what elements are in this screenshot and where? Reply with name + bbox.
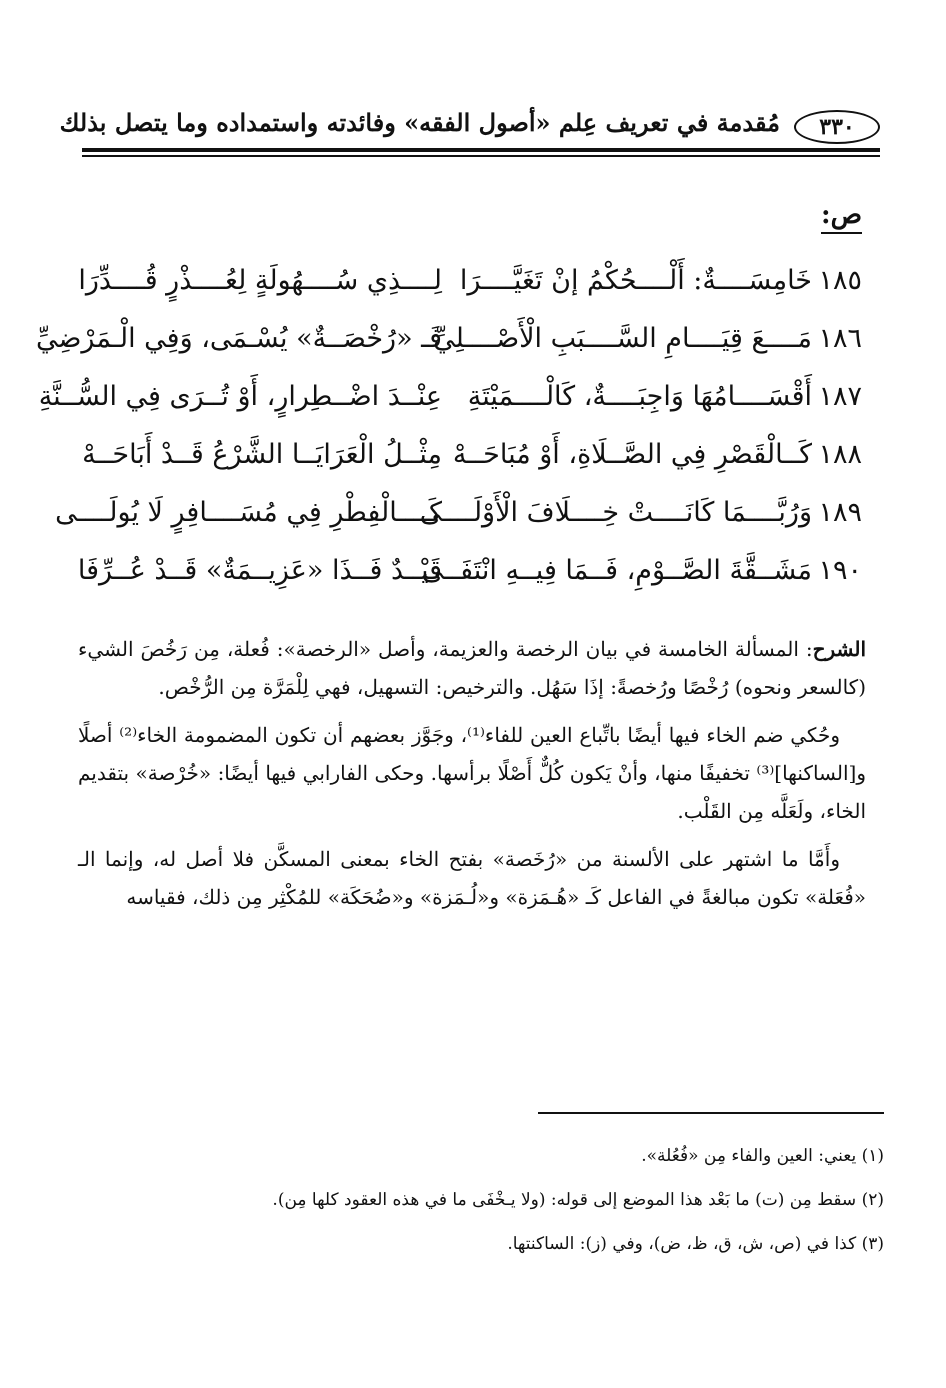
text-section-label: ص:: [821, 200, 862, 234]
commentary-body: [78, 630, 866, 926]
verse-second-hemistich: كَــــالْفِطْرِ فِي مُسَــــافِرٍ لَا يُولَــــى: [55, 497, 442, 528]
footnote: (٢) سقط مِن (ت) ما بَعْد هذا الموضع إلى قوله: (ولا يـخْفَى ما في هذه العقود كلها مِن).: [272, 1190, 884, 1210]
paragraph: وأَمَّا ما اشتهر على الألسنة من «رُخَصة» بفتح الخاء بمعنى المسكَّن فلا أصل له، وإنما الـ «فُعَلة» تكون مبالغةً في الفاعل كَـ «هُـمَزة» و«لُـمَزة» و«ضُحَكَة» للمُكْثِر مِن ذلك، فقياسه: [78, 847, 866, 909]
footnote: (٣) كذا في (ص، ش، ق، ظ، ض)، وفي (ز): الساكنتها.: [507, 1234, 884, 1254]
running-title: مُقدمة في تعريف عِلم «أصول الفقه» وفائدته واستمداده وما يتصل بذلك: [59, 108, 780, 137]
verse-first-hemistich: كَــالْقَصْرِ فِي الصَّــلَاةِ، أَوْ مُبَاحَــهْ: [452, 439, 812, 470]
verse-line: [36, 310, 862, 368]
footnote-separator: [538, 1112, 884, 1114]
page-number: ٣٣٠: [794, 110, 880, 144]
header-rule-thin: [82, 155, 880, 157]
poem-verses: [36, 252, 862, 600]
verse-second-hemistich: فَـ «رُخْصَــةٌ» يُسْـمَى، وَفِي الْـمَرْضِيِّ: [36, 323, 442, 354]
verse-first-hemistich: وَرُبَّــــمَا كَانَــــتْ خِــــلَافَ الْأَوْلَــــى: [419, 497, 812, 528]
verse-second-hemistich: لِــــذِي سُــــهُولَةٍ لِعُــــذْرٍ قُــــدِّرَا: [78, 265, 442, 296]
verse-line: [38, 368, 862, 426]
sharh-label: الشرح: [812, 637, 866, 661]
verse-second-hemistich: عِنْــدَ اضْــطِرارٍ، أَوْ تُــرَى فِي السُّــنَّةِ: [38, 381, 442, 412]
verse-first-hemistich: مَــــعَ قِيَــــامِ السَّــــبَبِ الْأَصْــــلِيِّ: [433, 323, 812, 354]
verse-number: ١٨٧: [818, 381, 862, 412]
verse-number: ١٨٥: [818, 265, 862, 296]
verse-line: [77, 542, 862, 600]
paragraph-sharh: [78, 630, 866, 706]
verse-second-hemistich: مِثْــلُ الْعَرَايَــا الشَّرْعُ قَــدْ أَبَاحَــهْ: [82, 439, 442, 470]
verse-line: [82, 426, 862, 484]
verse-number: ١٨٩: [818, 497, 862, 528]
verse-number: ١٩٠: [818, 555, 862, 586]
footnotes: [84, 1146, 884, 1278]
verse-number: ١٨٦: [818, 323, 862, 354]
verse-first-hemistich: خَامِسَــــةٌ: أَلْــــحُكْمُ إنْ تَغَيَّــــرَا: [459, 265, 812, 296]
paragraph-text: : المسألة الخامسة في بيان الرخصة والعزيمة، وأصل «الرخصة»: فُعلة، مِن رَخُصَ الشيء (كالسعر ونحوه) رُخْصًا ورُخصةً: إذَا سَهُل. والترخيص: التسهيل، فهي لِلْمَرَّة مِن الرُّخْص.: [78, 637, 866, 699]
verse-first-hemistich: مَشَــقَّةَ الصَّــوْمِ، فَــمَا فِيــهِ انْتَفَــى: [421, 555, 812, 586]
verse-second-hemistich: قَيْــدٌ فَــذَا «عَزِيــمَةٌ» قَــدْ عُــرِّفَا: [77, 555, 442, 586]
paragraph: وحُكي ضم الخاء فيها أيضًا باتِّباع العين للفاء⁽¹⁾، وجَوَّز بعضهم أن تكون المضمومة الخاء⁽²⁾ أصلًا و[الساكنها]⁽³⁾ تخفيفًا منها، وأنْ يَكون كُلٌّ أَصْلًا برأسها. وحكى الفارابي فيها أيضًا: «خُرْصة» بتقديم الخاء، ولَعَلَّه مِن القَلْب.: [78, 723, 866, 823]
verse-line: [55, 484, 862, 542]
verse-line: [78, 252, 862, 310]
page-header: [59, 96, 880, 160]
verse-number: ١٨٨: [818, 439, 862, 470]
verse-first-hemistich: أَقْسَــــامُهَا وَاجِبَــــةٌ، كَالْــــمَيْتَةِ: [467, 381, 812, 412]
footnote: (١) يعني: العين والفاء مِن «فُعُلة».: [641, 1146, 884, 1166]
header-rule-thick: [82, 148, 880, 152]
